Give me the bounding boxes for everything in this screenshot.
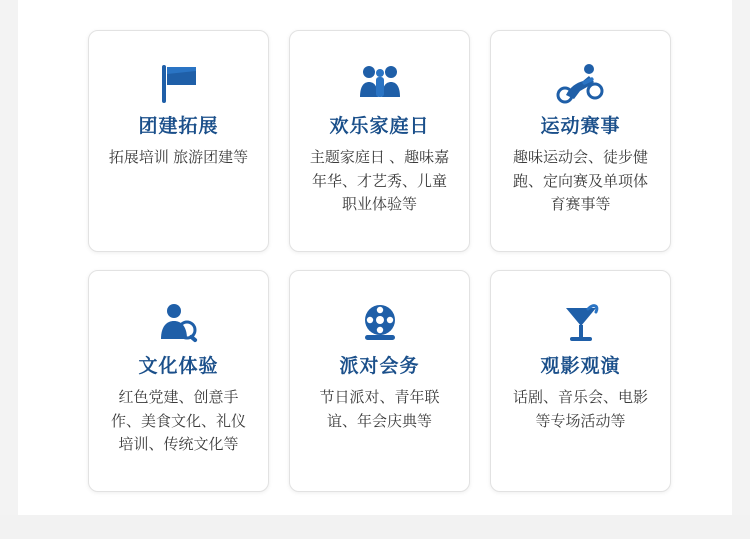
running-sports-icon <box>556 57 606 109</box>
flag-icon <box>155 57 203 109</box>
card-title: 文化体验 <box>138 356 219 377</box>
card-title: 团建拓展 <box>138 116 219 137</box>
cocktail-glass-icon <box>558 297 604 349</box>
card-description: 红色党建、创意手作、美食文化、礼仪培训、传统文化等 <box>110 389 246 454</box>
service-card[interactable] <box>490 270 671 492</box>
service-card[interactable] <box>289 30 470 252</box>
card-description: 主题家庭日 、趣味嘉年华、才艺秀、儿童职业体验等 <box>309 149 450 214</box>
film-reel-icon <box>357 297 403 349</box>
left-margin-strip <box>0 0 18 539</box>
right-margin-strip <box>732 0 750 539</box>
card-description: 趣味运动会、徒步健跑、定向赛及单项体育赛事等 <box>512 149 648 214</box>
service-card[interactable] <box>490 30 671 252</box>
card-description: 拓展培训 旅游团建等 <box>108 149 249 166</box>
bottom-margin-strip <box>0 515 750 539</box>
card-title: 运动赛事 <box>540 116 621 137</box>
card-description: 话剧、音乐会、电影等专场活动等 <box>512 389 648 430</box>
service-card-grid <box>88 30 672 492</box>
family-people-icon <box>354 57 406 109</box>
service-card[interactable] <box>289 270 470 492</box>
person-culture-icon <box>156 297 202 349</box>
service-card[interactable] <box>88 270 269 492</box>
card-description: 节日派对、青年联谊、年会庆典等 <box>319 389 440 430</box>
card-title: 欢乐家庭日 <box>329 116 430 137</box>
card-title: 派对会务 <box>339 356 420 377</box>
card-title: 观影观演 <box>540 356 621 377</box>
service-card[interactable] <box>88 30 269 252</box>
